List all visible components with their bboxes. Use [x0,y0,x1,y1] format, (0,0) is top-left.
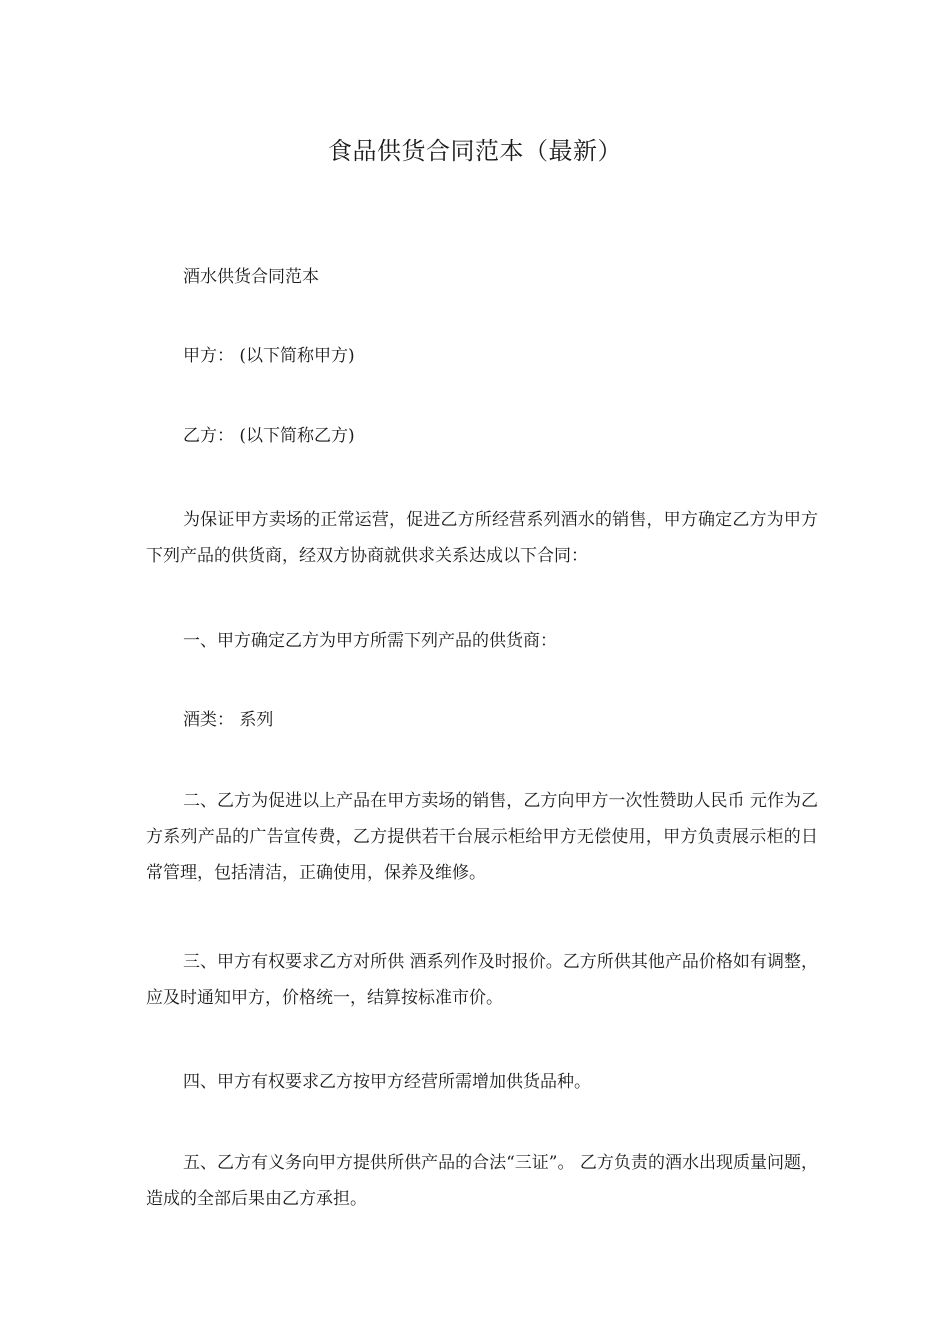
paragraph-wine-type: 酒类： 系列 [183,710,274,730]
paragraph-clause-1: 一、甲方确定乙方为甲方所需下列产品的供货商： [183,631,557,651]
paragraph-clause-5: 五、乙方有义务向甲方提供所供产品的合法“三证”。 乙方负责的酒水出现质量问题，造成的全部后果由乙方承担。 [146,1153,818,1209]
paragraph-clause-4: 四、甲方有权要求乙方按甲方经营所需增加供货品种。 [183,1072,591,1092]
paragraph-clause-3: 三、甲方有权要求乙方对所供 酒系列作及时报价。乙方所供其他产品价格如有调整，应及时通知甲方，价格统一，结算按标准市价。 [146,952,818,1008]
paragraph-preamble: 为保证甲方卖场的正常运营，促进乙方所经营系列酒水的销售，甲方确定乙方为甲方下列产品的供货商，经双方协商就供求关系达成以下合同： [146,510,818,566]
paragraph-clause-2: 二、乙方为促进以上产品在甲方卖场的销售，乙方向甲方一次性赞助人民币 元作为乙方系列产品的广告宣传费，乙方提供若干台展示柜给甲方无偿使用，甲方负责展示柜的日常管理，包括清洁，正确使用，保养及维修。 [146,791,818,883]
paragraph-subtitle: 酒水供货合同范本 [183,267,319,287]
paragraph-party-b: 乙方： (以下简称乙方) [183,426,355,446]
document-title: 食品供货合同范本（最新） [328,137,622,165]
paragraph-party-a: 甲方： (以下简称甲方) [183,346,355,366]
